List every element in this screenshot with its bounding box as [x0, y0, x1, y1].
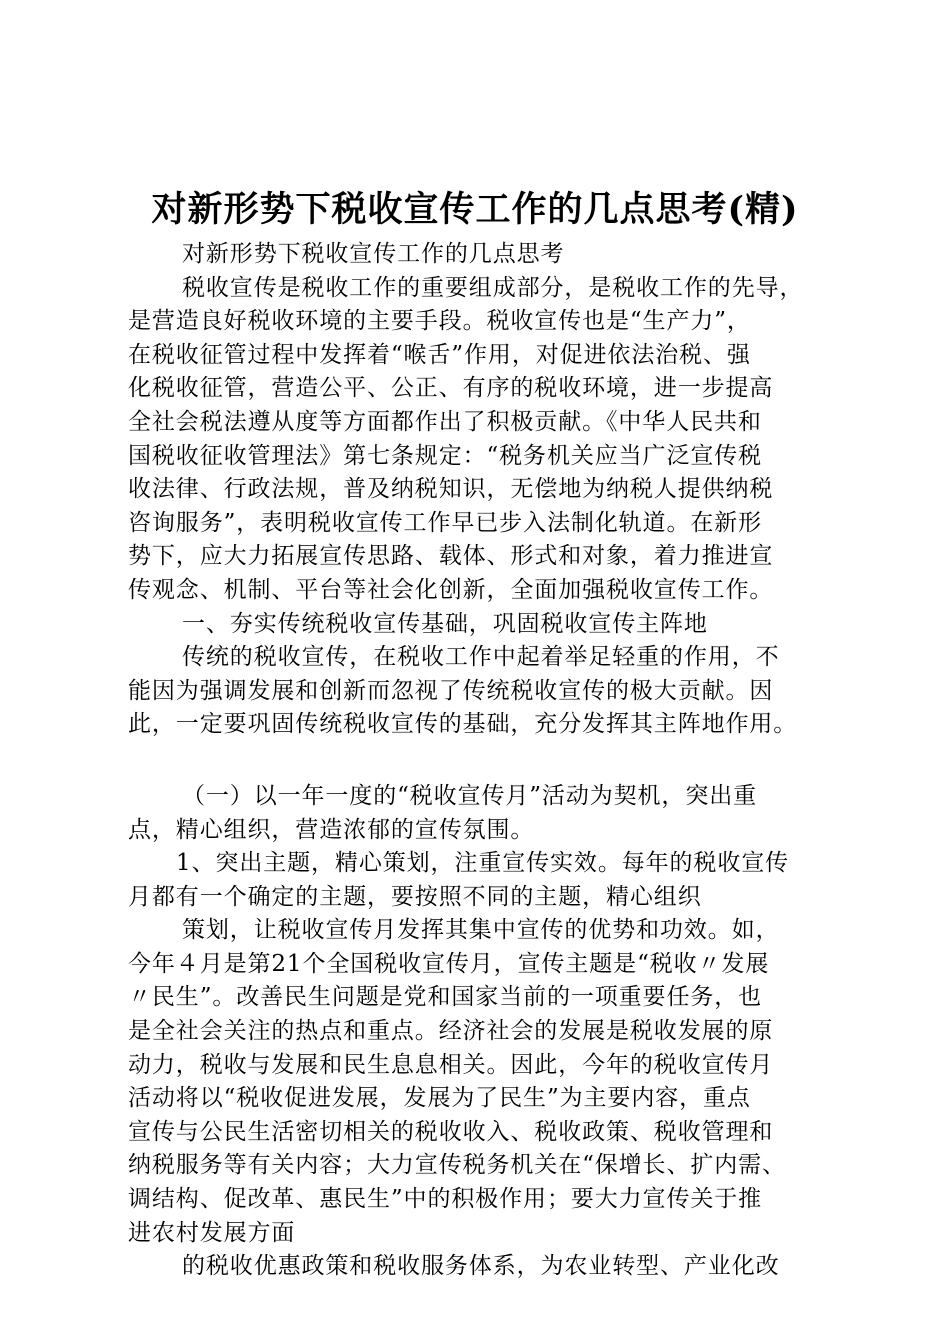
paragraph-line: 化税收征管，营造公平、公正、有序的税收环境，进一步提高: [128, 375, 774, 402]
document-body: [128, 238, 840, 1284]
paragraph-line: 的税收优惠政策和税收服务体系，为农业转型、产业化改: [182, 1253, 780, 1280]
section-heading: 一、夯实传统税收宣传基础，巩固税收宣传主阵地: [182, 610, 708, 637]
paragraph-gap: [128, 742, 840, 780]
paragraph-line: 〃民生”。改善民生问题是党和国家当前的一项重要任务，也: [128, 984, 763, 1011]
paragraph-line: 是营造良好税收环境的主要手段。税收宣传也是“生产力”，: [128, 308, 751, 335]
paragraph-line: 调结构、促改革、惠民生”中的积极作用；要大力宣传关于推: [128, 1186, 763, 1213]
paragraph-line: 月都有一个确定的主题，要按照不同的主题，精心组织: [128, 883, 702, 910]
paragraph-line: 国税收征收管理法》第七条规定：“税务机关应当广泛宣传税: [128, 442, 763, 469]
paragraph-line: 传观念、机制、平台等社会化创新，全面加强税收宣传工作。: [128, 576, 774, 603]
paragraph-line: 进农村发展方面: [128, 1219, 296, 1246]
paragraph-line: 今年４月是第21个全国税收宣传月，宣传主题是“税收〃发展: [128, 950, 770, 977]
paragraph-line: 全社会税法遵从度等方面都作出了积极贡献。《中华人民共和: [128, 408, 762, 435]
paragraph-line: 动力，税收与发展和民生息息相关。因此，今年的税收宣传月: [128, 1051, 774, 1078]
paragraph-line: 在税收征管过程中发挥着“喉舌”作用，对促进依法治税、强: [128, 341, 751, 368]
document-title: 对新形势下税收宣传工作的几点思考(精): [151, 189, 799, 230]
paragraph-line: 点，精心组织，营造浓郁的宣传氛围。: [128, 816, 535, 843]
paragraph-line: 纳税服务等有关内容；大力宣传税务机关在“保增长、扩内需、: [128, 1152, 786, 1179]
paragraph-line: 是全社会关注的热点和重点。经济社会的发展是税收发展的原: [128, 1018, 774, 1045]
paragraph-line: 势下，应大力拓展宣传思路、载体、形式和对象，着力推进宣: [128, 543, 774, 570]
paragraph-line: 策划，让税收宣传月发挥其集中宣传的优势和功效。如，: [182, 917, 780, 944]
subsection-heading: （一）以一年一度的“税收宣传月”活动为契机，突出重: [182, 782, 758, 809]
subtitle-line: 对新形势下税收宣传工作的几点思考: [182, 241, 565, 267]
paragraph-line: 宣传与公民生活密切相关的税收收入、税收政策、税收管理和: [128, 1118, 774, 1145]
paragraph-line: 咨询服务”，表明税收宣传工作早已步入法制化轨道。在新形: [128, 509, 763, 536]
paragraph-line: 此，一定要巩固传统税收宣传的基础，充分发挥其主阵地作用。: [128, 711, 798, 738]
paragraph-line: 活动将以“税收促进发展，发展为了民生”为主要内容，重点: [128, 1085, 751, 1112]
paragraph-line: 1、突出主题，精心策划，注重宣传实效。每年的税收宣传: [176, 850, 790, 877]
paragraph-line: 能因为强调发展和创新而忽视了传统税收宣传的极大贡献。因: [128, 677, 774, 704]
paragraph-line: 税收宣传是税收工作的重要组成部分，是税收工作的先导，: [182, 274, 804, 301]
paragraph-line: 传统的税收宣传，在税收工作中起着举足轻重的作用，不: [182, 644, 780, 671]
paragraph-line: 收法律、行政法规，普及纳税知识，无偿地为纳税人提供纳税: [128, 476, 774, 503]
